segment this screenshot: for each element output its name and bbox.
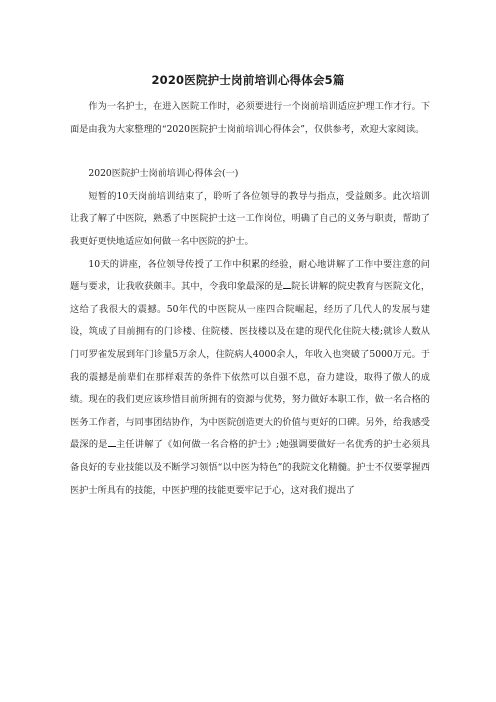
body-paragraph-1: 短暂的10天岗前培训结束了，聆听了各位领导的教导与指点，受益颇多。此次培训让我了解了中医院，熟悉了中医院护士这一工作岗位，明确了自己的义务与职责，帮助了我更好更快地适应如何做一名中医院的护士。 xyxy=(70,190,430,247)
paragraph-gap xyxy=(70,141,430,163)
intro-paragraph: 作为一名护士，在进入医院工作时，必须要进行一个岗前培训适应护理工作才行。下面是由我为大家整理的“2020医院护士岗前培训心得体会”，仅供参考，欢迎大家阅读。 xyxy=(70,101,430,135)
section-title: 2020医院护士岗前培训心得体会(一) xyxy=(88,168,239,180)
name-blank-underline xyxy=(283,278,291,289)
document-title: 2020医院护士岗前培训心得体会5篇 xyxy=(151,73,345,87)
body-paragraph-2 xyxy=(70,254,430,503)
document-body xyxy=(70,96,430,502)
name-blank-underline xyxy=(108,436,116,447)
body-paragraph-2-part-3: 主任讲解了《如何做一名合格的护士》;她强调要做好一名优秀的护士必须具备良好的专业技能以及不断学习领悟“以中医为特色”的我院文化精髓。护士不仅要掌握西医护士所具有的技能，中医护理的技能更要牢记于心，这对我们提出了 xyxy=(70,439,430,496)
body-paragraph-2-part-1: 10天的讲座，各位领导传授了工作中积累的经验，耐心地讲解了工作中要注意的问题与要求，让我收获颇丰。其中，令我印象最深的是 xyxy=(70,258,430,293)
body-paragraph-2-part-2: 院长讲解的院史教育与医院文化，这给了我很大的震撼。50年代的中医院从一座四合院崛起，经历了几代人的发展与建设，筑成了目前拥有的门诊楼、住院楼、医技楼以及在建的现代化住院大楼;就诊人数从门可罗雀发展到年门诊量5万余人，住院病人4000余人，年收入也突破了5000万元。于我的震撼是前辈们在那样艰苦的条件下依然可以自强不息，奋力建设，取得了傲人的成绩。现在的我们更应该珍惜目前所拥有的资源与优势，努力做好本职工作，做一名合格的医务工作者，与同事团结协作，为中医院创造更大的价值与更好的口碑。另外，给我感受最深的是 xyxy=(70,281,431,451)
